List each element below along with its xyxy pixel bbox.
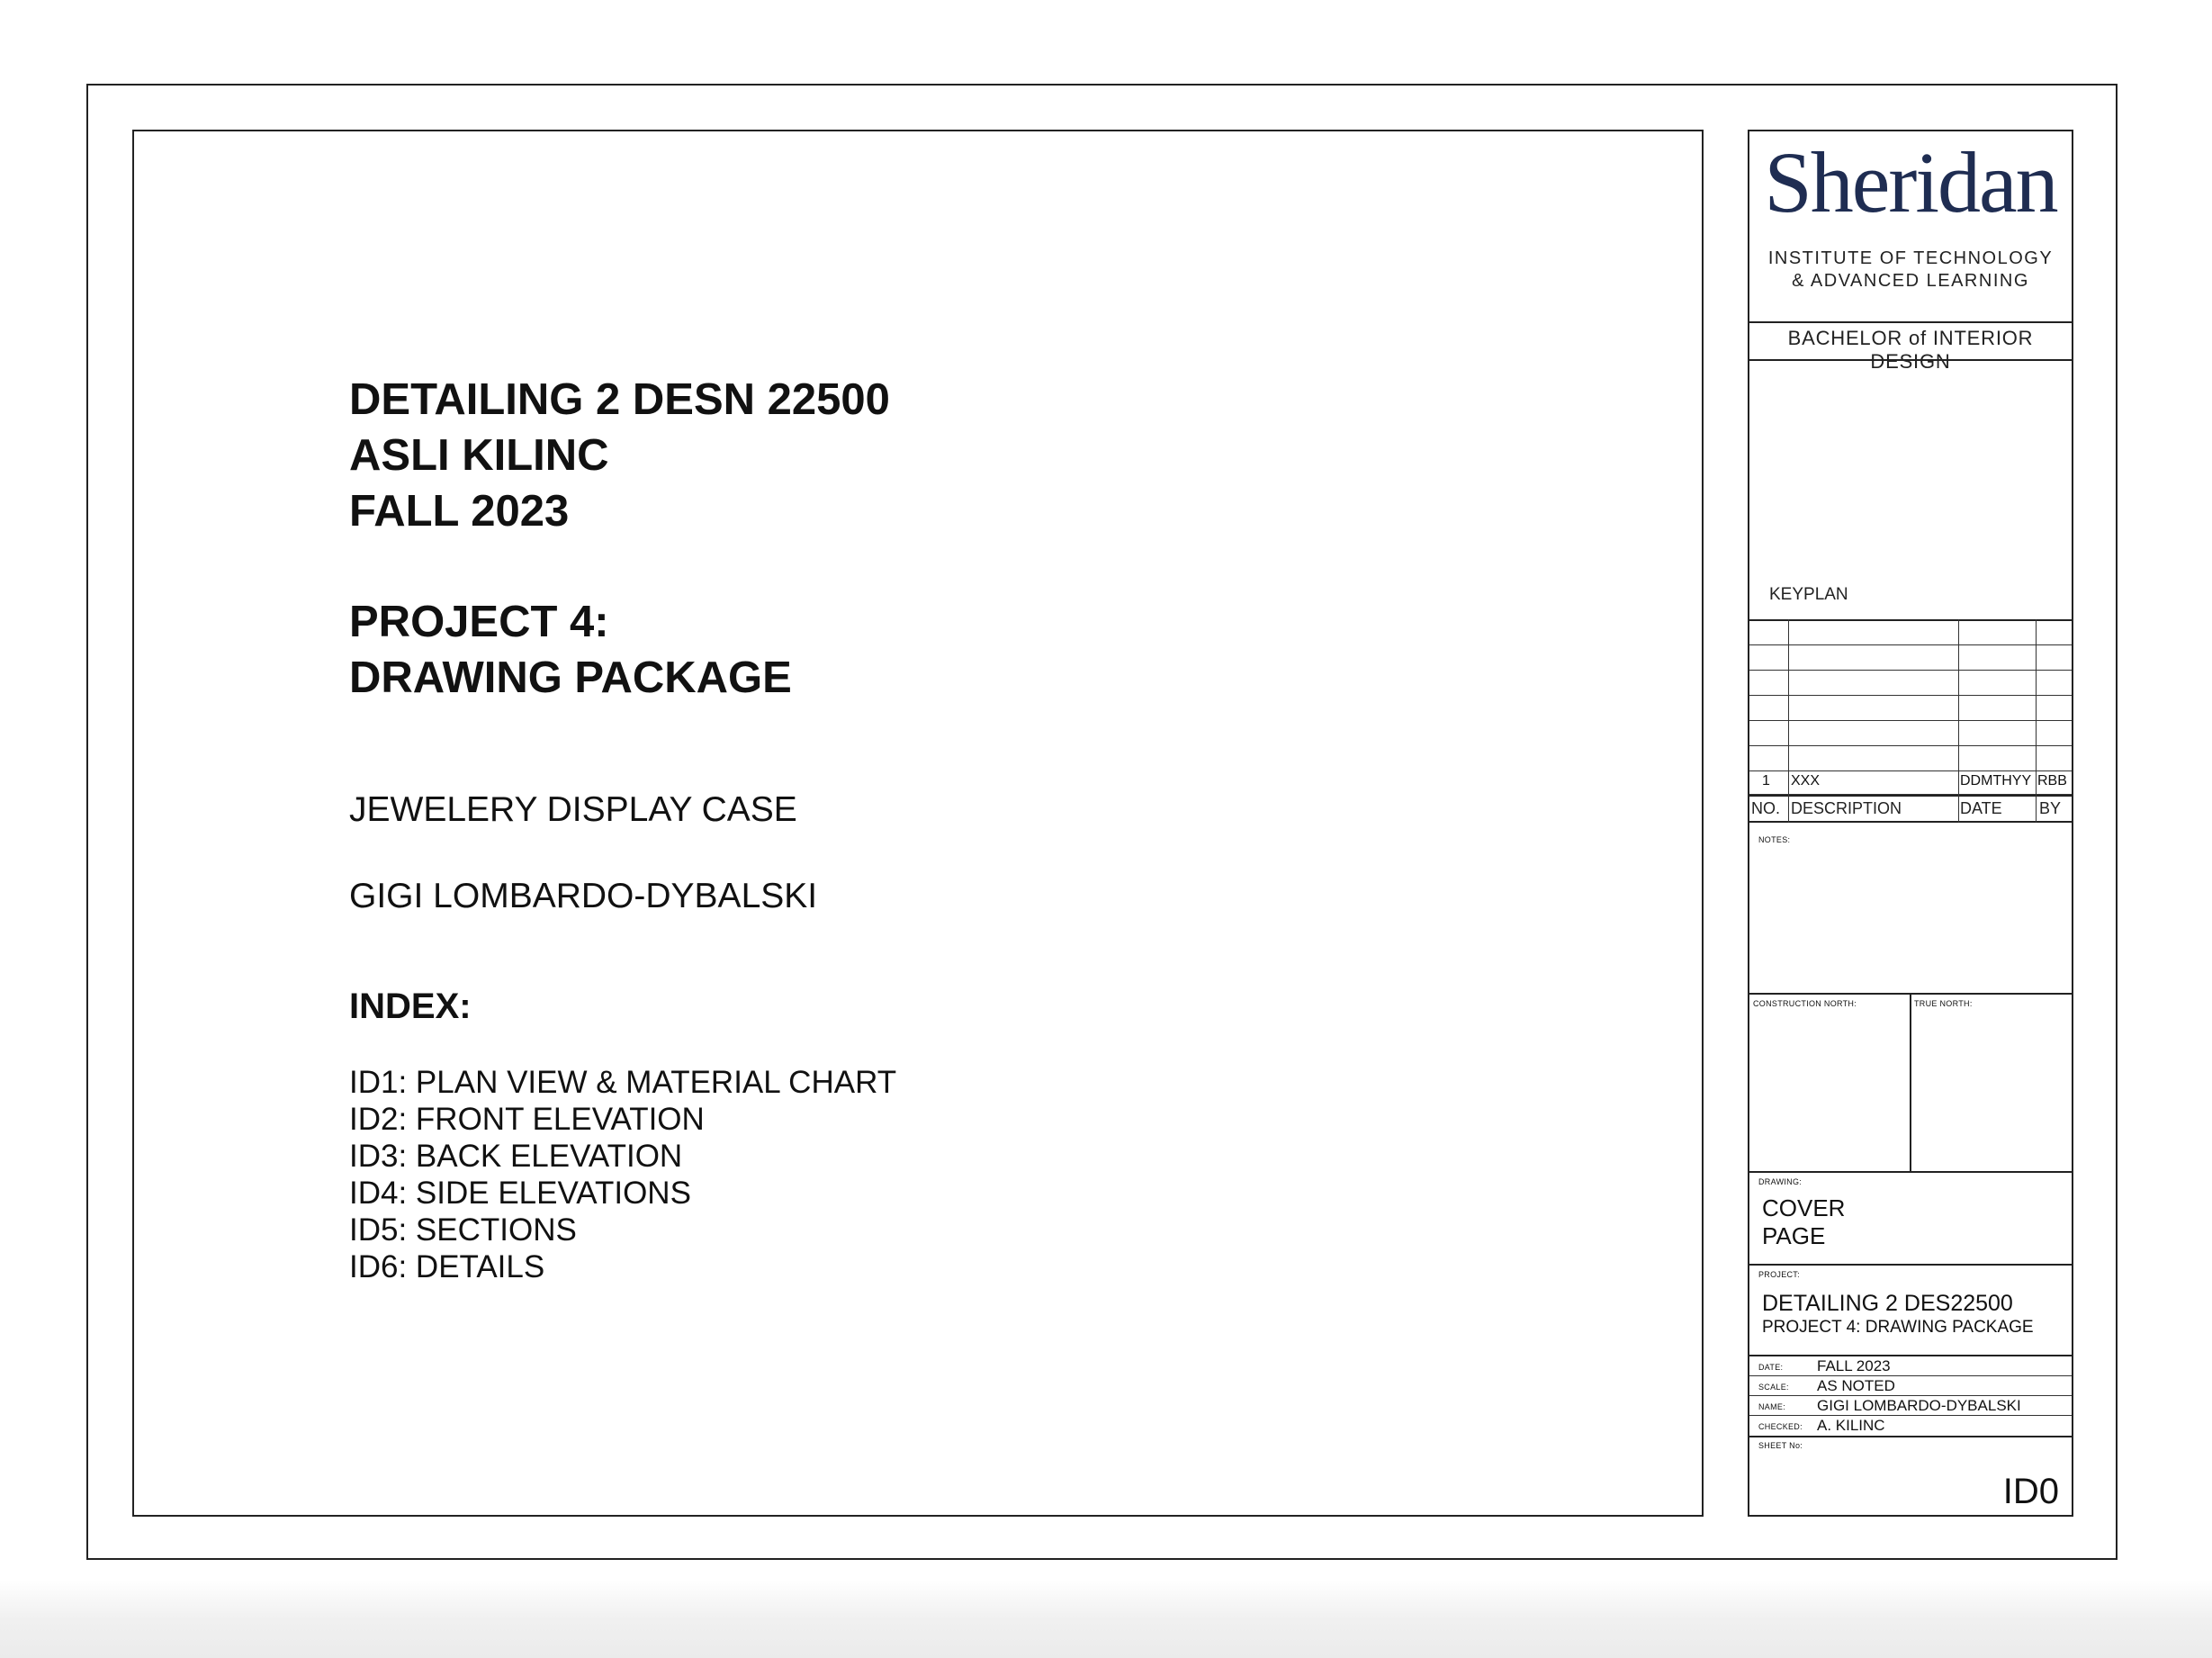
checked-label: CHECKED: (1758, 1422, 1803, 1431)
revision-no: 1 (1762, 773, 1770, 788)
sheridan-logo: Sheridan (1764, 134, 2057, 230)
index-item: ID2: FRONT ELEVATION (349, 1102, 705, 1137)
date-value: FALL 2023 (1817, 1357, 1891, 1374)
index-item: ID1: PLAN VIEW & MATERIAL CHART (349, 1065, 897, 1100)
revision-by: RBB (2037, 773, 2067, 788)
project-subject: JEWELERY DISPLAY CASE (349, 790, 797, 829)
institute-line1: INSTITUTE OF TECHNOLOGY (1767, 248, 2054, 268)
degree-program: BACHELOR of INTERIOR DESIGN (1787, 327, 2034, 373)
title-block (1748, 130, 2073, 1517)
construction-north-label: CONSTRUCTION NORTH: (1753, 999, 1857, 1008)
drawing-title-line1: COVER (1762, 1194, 1846, 1221)
sheet-number: ID0 (2002, 1472, 2059, 1511)
keyplan-label: KEYPLAN (1769, 585, 1848, 604)
project-line1: DETAILING 2 DES22500 (1762, 1291, 2013, 1316)
revision-header-by: BY (2039, 799, 2062, 817)
project-title-line1: PROJECT 4: (349, 598, 609, 646)
project-line2: PROJECT 4: DRAWING PACKAGE (1762, 1318, 2034, 1337)
index-heading: INDEX: (349, 987, 472, 1026)
scale-value: AS NOTED (1817, 1377, 1895, 1394)
course-title: DETAILING 2 DESN 22500 (349, 375, 890, 424)
project-title-line2: DRAWING PACKAGE (349, 653, 792, 702)
name-value: GIGI LOMBARDO-DYBALSKI (1817, 1397, 2021, 1414)
revision-description: XXX (1791, 773, 1821, 788)
index-item: ID6: DETAILS (349, 1249, 545, 1284)
instructor-name: ASLI KILINC (349, 431, 609, 480)
name-label: NAME: (1758, 1402, 1786, 1411)
institute-line2: & ADVANCED LEARNING (1792, 271, 2029, 291)
drawing-title-line2: PAGE (1762, 1222, 1826, 1249)
student-name: GIGI LOMBARDO-DYBALSKI (349, 877, 818, 915)
term: FALL 2023 (349, 487, 570, 536)
date-label: DATE: (1758, 1363, 1784, 1372)
checked-value: A. KILINC (1817, 1417, 1885, 1434)
revision-header-description: DESCRIPTION (1791, 799, 1902, 817)
index-item: ID5: SECTIONS (349, 1212, 577, 1248)
revision-header-date: DATE (1960, 799, 2002, 817)
revision-date: DDMTHYY (1960, 773, 2032, 788)
scale-label: SCALE: (1758, 1383, 1789, 1392)
revision-header-no: NO. (1751, 799, 1781, 817)
index-item: ID3: BACK ELEVATION (349, 1139, 683, 1174)
index-item: ID4: SIDE ELEVATIONS (349, 1176, 691, 1211)
true-north-label: TRUE NORTH: (1914, 999, 1973, 1008)
sheet-number-label: SHEET No: (1758, 1441, 1803, 1450)
project-label: PROJECT: (1758, 1270, 1800, 1279)
drawing-label: DRAWING: (1758, 1177, 1803, 1186)
notes-label: NOTES: (1758, 835, 1791, 844)
